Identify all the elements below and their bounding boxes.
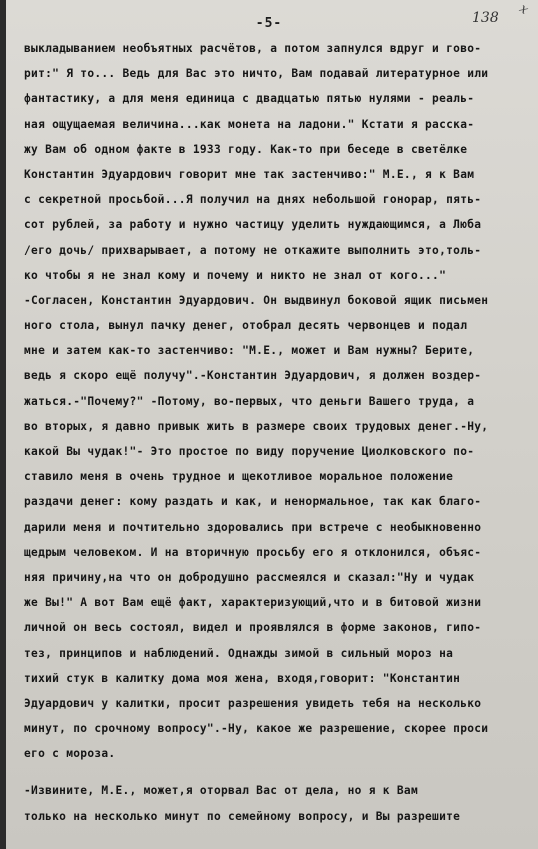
text-line: жаться.-"Почему?" -Потому, во-первых, что деньги Вашего труда, а <box>24 394 475 408</box>
text-line: же Вы!" А вот Вам ещё факт, характеризующий,что и в битовой жизни <box>24 596 482 610</box>
text-line: его с мороза. <box>24 747 116 761</box>
scan-edge <box>0 0 6 849</box>
text-line: сот рублей, за работу и нужно частицу уделить нуждающимся, а Люба <box>24 218 482 232</box>
text-line: раздачи денег: кому раздать и как, и ненормальное, так как благо- <box>24 495 482 509</box>
text-line: ставило меня в очень трудное и щекотливое моральное положение <box>24 470 454 484</box>
corner-mark: x <box>516 1 531 18</box>
text-line: с секретной просьбой...Я получил на днях небольшой гонорар, пять- <box>24 193 482 207</box>
text-line: фантастику, а для меня единица с двадцатью пятью нулями - реаль- <box>24 92 475 106</box>
text-line: ведь я скоро ещё получу".-Константин Эдуардович, я должен воздер- <box>24 369 482 383</box>
text-line: щедрым человеком. И на вторичную просьбу его я отклонился, объяс- <box>24 545 482 559</box>
text-line: ного стола, вынул пачку денег, отобрал десять червонцев и подал <box>24 319 468 333</box>
text-line: тихий стук в калитку дома моя жена, входя,говорит: "Константин <box>24 671 461 685</box>
text-line: во вторых, я давно привык жить в размере своих трудовых денег.-Ну, <box>24 419 489 433</box>
text-line: -Извините, М.Е., может,я оторвал Вас от дела, но я к Вам <box>24 784 418 798</box>
text-line: только на несколько минут по семейному вопросу, и Вы разрешите <box>24 809 461 823</box>
text-line: Эдуардович у калитки, просит разрешения увидеть тебя на несколько <box>24 696 482 710</box>
text-line: Константин Эдуардович говорит мне так застенчиво:" М.Е., я к Вам <box>24 167 475 181</box>
text-line: дарили меня и почтительно здоровались при встрече с необыкновенно <box>24 520 482 534</box>
text-line: рит:" Я то... Ведь для Вас это ничто, Вам подавай литературное или <box>24 67 489 81</box>
text-line: выкладыванием необъятных расчётов, а потом запнулся вдруг и гово- <box>24 42 482 55</box>
text-line: тез, принципов и наблюдений. Однажды зимой в сильный мороз на <box>24 646 454 660</box>
text-line: ко чтобы я не знал кому и почему и никто не знал от кого..." <box>24 268 447 282</box>
text-line: -Согласен, Константин Эдуардович. Он выдвинул боковой ящик письмен <box>24 293 489 307</box>
text-line: ная ощущаемая величина...как монета на ладони." Кстати я расска- <box>24 117 475 131</box>
text-line: жу Вам об одном факте в 1933 году. Как-то при беседе в светёлке <box>24 142 468 156</box>
text-line: какой Вы чудак!"- Это простое по виду поручение Циолковского по- <box>24 445 475 458</box>
archive-number: 138 <box>472 10 499 26</box>
text-line: минут, по срочному вопросу".-Ну, какое же разрешение, скорее проси <box>24 722 489 736</box>
typed-text <box>24 36 524 829</box>
text-line <box>24 766 524 778</box>
text-line: /его дочь/ прихварывает, а потому не откажите выполнить это,толь- <box>24 243 482 257</box>
text-line: мне и затем как-то застенчиво: "М.Е., может и Вам нужны? Берите, <box>24 344 475 358</box>
text-line: няя причину,на что он добродушно рассмеялся и сказал:"Ну и чудак <box>24 570 475 584</box>
text-line: личной он весь состоял, видел и проявлялся в форме законов, гипо- <box>24 621 482 635</box>
page-number: -5- <box>255 16 283 31</box>
